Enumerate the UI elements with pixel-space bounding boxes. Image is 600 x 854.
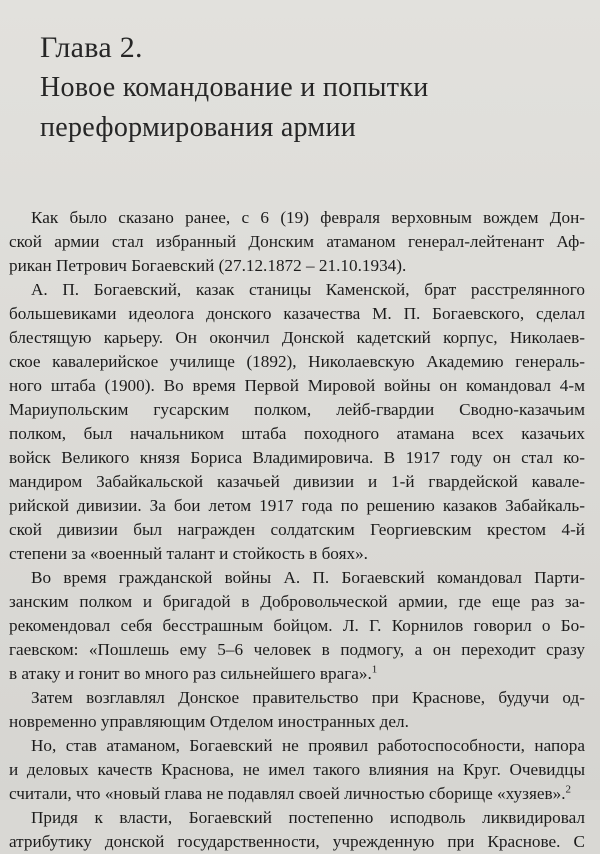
paragraph-3 [9,566,585,686]
footnote-marker[interactable]: 1 [371,663,378,676]
text-line: ного штаба (1900). Во время Первой Мировой войны он командовал 4-м [9,376,585,395]
text-line: мандиром Забайкальской казачьей дивизии и 1-й гвардейской кавале- [9,472,585,491]
text-line: атрибутику донской государственности, учрежденную при Краснове. С [9,832,585,851]
paragraph-5 [9,734,585,806]
text-line: Во время гражданской войны А. П. Богаевский командовал Парти- [31,568,585,587]
text-line: Мариупольским гусарским полком, лейб-гвардии Сводно-казачьим [9,400,585,419]
text-line [9,662,585,686]
text-line: рикан Петрович Богаевский (27.12.1872 – 21.10.1934). [9,256,407,275]
chapter-title-line-2: переформирования армии [40,112,357,143]
text-line: Затем возглавлял Донское правительство при Краснове, будучи од- [31,688,585,707]
text-line-content: считали, что «новый глава не подавлял своей личностью сборище «хузяев». [9,784,566,803]
text-line: ское кавалерийское училище (1892), Николаевскую Академию генераль- [9,352,585,371]
text-line: гаевском: «Пошлешь ему 5–6 человек в подмогу, а он переходит сразу [9,640,585,659]
text-line: войск Великого князя Бориса Владимировича. В 1917 году он стал ко- [9,448,585,467]
paragraph-1 [9,206,585,278]
text-line: занским полком и бригадой в Добровольческой армии, где еще раз за- [9,592,585,611]
text-line: ской дивизии был награжден солдатским Георгиевским крестом 4-й [9,520,585,539]
text-line: рийской дивизии. За бои летом 1917 года по решению казаков Забайкаль- [9,496,585,515]
chapter-title-line-1: Новое командование и попытки [40,72,429,103]
paragraph-6 [9,806,585,854]
text-line: Придя к власти, Богаевский постепенно исподволь ликвидировал [31,808,585,827]
text-line: Как было сказано ранее, с 6 (19) февраля верховным вождем Дон- [31,208,585,227]
text-line: блестящую карьеру. Он окончил Донской кадетский корпус, Николаев- [9,328,585,347]
text-line: рекомендовал себя бесстрашным бойцом. Л. Г. Корнилов говорил о Бо- [9,616,585,635]
chapter-heading [40,28,580,148]
text-line: большевиками идеолога донского казачества М. П. Богаевского, сделал [9,304,585,323]
text-line: полком, был начальником штаба походного атамана всех казачьих [9,424,585,443]
chapter-number: Глава 2. [40,31,143,64]
text-line-content: в атаку и гонит во много раз сильнейшего врага». [9,664,372,683]
text-line: ской армии стал избранный Донским атаманом генерал-лейтенант Аф- [9,232,585,251]
text-line: новременно управляющим Отделом иностранных дел. [9,712,409,731]
text-line [9,782,585,806]
text-line: степени за «военный талант и стойкость в боях». [9,544,368,563]
text-line: А. П. Богаевский, казак станицы Каменской, брат расстрелянного [31,280,585,299]
paragraph-4 [9,686,585,734]
footnote-marker[interactable]: 2 [565,783,571,796]
text-line: Но, став атаманом, Богаевский не проявил работоспособности, напора [31,736,585,755]
text-line: и деловых качеств Краснова, не имел такого влияния на Круг. Очевидцы [9,760,585,779]
paragraph-2 [9,278,585,566]
body-text [9,206,585,854]
